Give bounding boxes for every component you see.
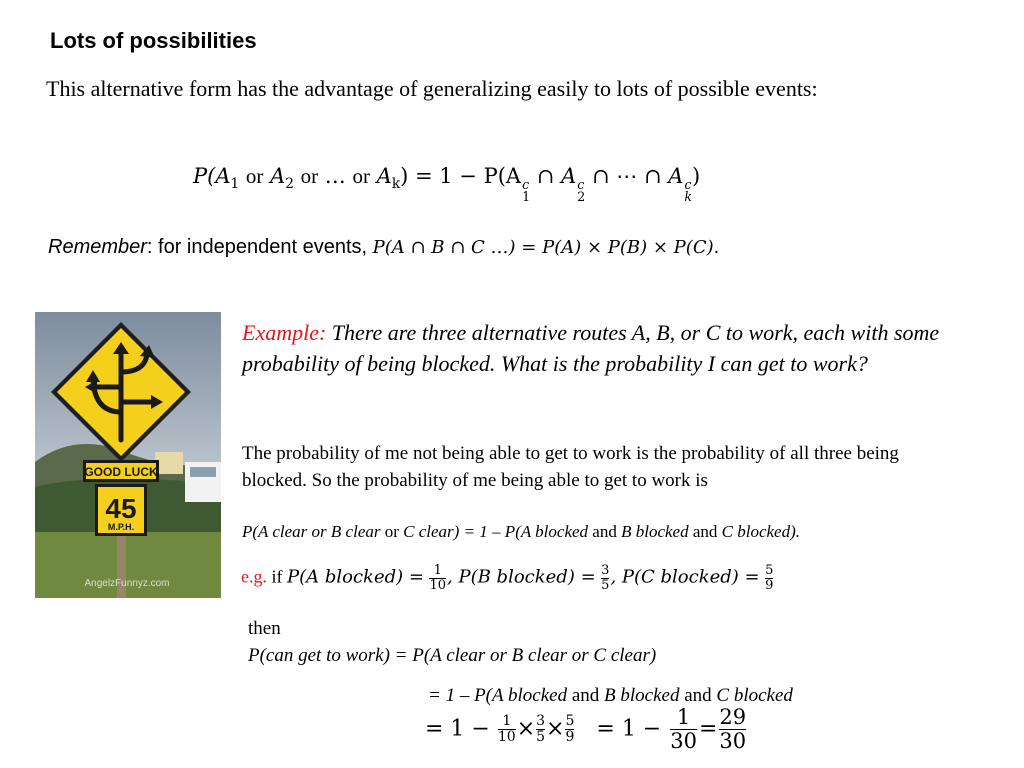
- formula-cdots: ⋯: [616, 164, 638, 188]
- formula-sub: 1: [522, 189, 531, 205]
- fraction-29-30: [719, 706, 746, 753]
- page-title: Lots of possibilities: [50, 28, 257, 53]
- fraction-1-30: [670, 706, 697, 753]
- eg-label: e.g.: [241, 566, 267, 587]
- formula-sub: k: [684, 189, 693, 205]
- formula-sup: c: [577, 176, 585, 192]
- eq-part: C blocked).: [721, 522, 800, 541]
- example-text: There are three alternative routes A, B, or C to work, each with some probability of being blocked. What is the probability I can get to work?: [242, 320, 940, 376]
- step-two: [425, 706, 748, 753]
- formula-sub: 2: [577, 189, 586, 205]
- frac-den: 10: [497, 729, 516, 746]
- frac-den: 5: [601, 577, 610, 593]
- sign-unit: M.P.H.: [107, 522, 135, 532]
- eg-pa: P(A blocked) =: [287, 566, 424, 588]
- sign-speed: 45: [105, 493, 137, 524]
- step-connector: and: [567, 685, 605, 706]
- frac-num: 1: [676, 705, 691, 729]
- equation-line: [242, 522, 800, 542]
- step2-eq: = 1 −: [596, 716, 662, 742]
- eq-part: C clear) = 1 – P(A blocked: [403, 522, 589, 541]
- remember-end: .: [713, 236, 720, 258]
- road-sign-photo: [35, 312, 221, 598]
- step-one: [428, 685, 793, 707]
- fraction-1-10: [498, 714, 516, 746]
- formula-sub: 2: [285, 175, 294, 192]
- frac-num: 3: [536, 712, 546, 729]
- formula-or: or: [245, 164, 264, 188]
- step-part: B blocked: [604, 685, 680, 706]
- formula-cap: ∩: [643, 164, 662, 188]
- frac-num: 5: [765, 563, 774, 578]
- example-question: [242, 317, 962, 379]
- example-values: [241, 564, 774, 592]
- formula-or: or: [352, 164, 370, 188]
- frac-den: 5: [536, 729, 546, 746]
- remember-label: Remember: [48, 236, 147, 258]
- formula-cap: ∩: [536, 164, 555, 188]
- frac-den: 9: [765, 577, 774, 593]
- eq-connector: or: [380, 522, 404, 541]
- then-text: then: [248, 618, 281, 639]
- main-formula: $P(A_1$ or $A_2$ or … or $A_k) = 1 - P(A$ c 1 ∩ A c 2 ∩ ⋯ ∩ A c k ): [193, 164, 701, 205]
- explanation-paragraph: The probability of me not being able to get to work is the probability of all three being blocked. So the probability of me being able to get to work is: [242, 443, 899, 491]
- times-sign: ×: [546, 716, 565, 742]
- frac-den: 30: [719, 729, 747, 754]
- step2-lead: = 1 −: [425, 716, 490, 742]
- remember-math: P(A ∩ B ∩ C …) = P(A) × P(B) × P(C): [372, 237, 714, 258]
- step-part: C blocked: [716, 685, 793, 706]
- frac-num: 1: [433, 563, 442, 578]
- fraction-5-9: [565, 714, 574, 746]
- step2-eq: =: [698, 716, 718, 742]
- remember-note: [48, 236, 719, 259]
- intro-text: This alternative form has the advantage of generalizing easily to lots of possible events:: [46, 76, 818, 101]
- step-part: = 1 – P(A blocked: [428, 685, 568, 706]
- eq-connector: and: [588, 522, 622, 541]
- sign-good-luck: GOOD LUCK: [84, 465, 158, 479]
- eg-pc: , P(C blocked) =: [610, 566, 760, 588]
- formula-sup: c: [522, 176, 530, 192]
- frac-den: 9: [565, 729, 575, 746]
- formula-sup: c: [684, 176, 692, 192]
- formula-cap: ∩: [591, 164, 610, 188]
- eq-connector: and: [688, 522, 722, 541]
- frac-num: 3: [601, 563, 610, 578]
- frac-den: 10: [429, 577, 447, 593]
- remember-text: : for independent events,: [146, 236, 373, 258]
- eg-pb: , P(B blocked) =: [447, 566, 596, 588]
- frac-num: 1: [502, 712, 512, 729]
- fraction-pc: [765, 564, 773, 592]
- eg-if: if: [267, 566, 287, 587]
- times-sign: ×: [516, 716, 536, 742]
- formula-lhs-open: P(A: [193, 164, 231, 188]
- formula-sub: 1: [230, 175, 240, 192]
- eq-part: B blocked: [621, 522, 689, 541]
- fraction-pa: [429, 564, 446, 592]
- eq-part: P(A clear or B clear: [242, 522, 381, 541]
- fraction-3-5: [536, 714, 545, 746]
- work-probability: P(can get to work) = P(A clear or B clear or C clear): [248, 645, 657, 666]
- formula-sub: k: [391, 175, 401, 192]
- formula-ellipsis: …: [324, 164, 346, 188]
- photo-watermark: AngelzFunnyz.com: [84, 578, 170, 589]
- example-label: Example:: [242, 320, 327, 345]
- road-sign-image: [35, 312, 221, 598]
- frac-num: 29: [719, 705, 747, 729]
- formula-or: or: [300, 164, 319, 188]
- frac-den: 30: [670, 729, 697, 754]
- frac-num: 5: [565, 712, 575, 729]
- step-connector: and: [679, 685, 717, 706]
- formula-rhs: = 1 − P(A: [415, 164, 522, 188]
- fraction-pb: [601, 564, 609, 592]
